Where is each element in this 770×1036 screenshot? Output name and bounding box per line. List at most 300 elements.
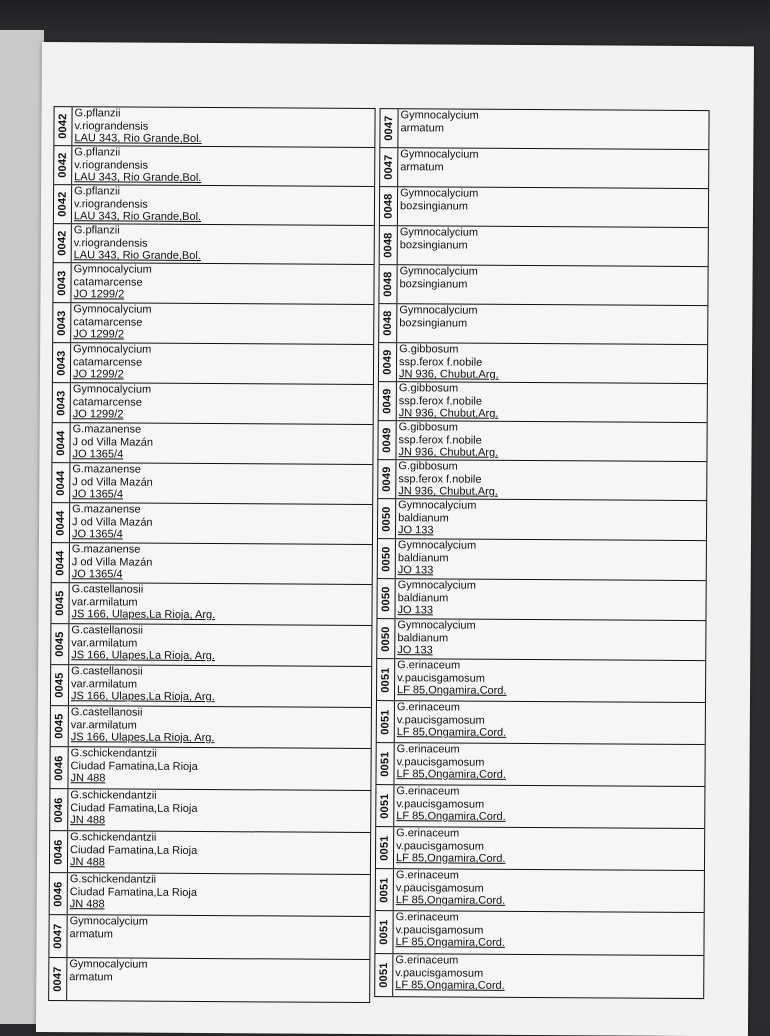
label-table-right (374, 108, 709, 999)
table-row (380, 187, 708, 228)
code-label: 0044 (54, 469, 67, 496)
description-line: JO 133 (397, 564, 434, 577)
description-line: G.castellanosii (71, 583, 144, 596)
code-cell (376, 785, 394, 826)
code-cell (380, 187, 398, 225)
description-line: LF 85,Ongamira,Cord. (396, 810, 506, 823)
description-cell (68, 831, 370, 874)
description-line: v.paucisgamosum (396, 839, 484, 853)
code-cell (54, 107, 72, 145)
code-label: 0048 (381, 310, 394, 336)
description-line: J od Villa Mazán (72, 475, 153, 489)
description-line: LF 85,Ongamira,Cord. (395, 894, 506, 907)
description-cell (397, 382, 707, 422)
description-line: bozsingianum (399, 277, 468, 291)
code-label: 0047 (51, 923, 65, 949)
description-line: J od Villa Mazán (71, 555, 153, 569)
description-line: G.erinaceum (396, 785, 460, 798)
description-cell (71, 343, 373, 384)
code-cell (375, 911, 393, 953)
code-label: 0045 (53, 590, 67, 616)
description-line: LF 85,Ongamira,Cord. (397, 684, 507, 697)
table-row (378, 499, 706, 541)
description-line: G.erinaceum (395, 911, 459, 924)
description-line: G.schickendantzii (70, 789, 157, 802)
description-line: baldianum (397, 591, 449, 604)
table-row (377, 619, 705, 661)
code-cell (50, 747, 68, 788)
code-label: 0049 (381, 349, 394, 375)
table-row (53, 263, 373, 305)
description-line: J od Villa Mazán (72, 515, 153, 529)
description-line: JS 166, Ulapes,La Rioja, Arg. (70, 731, 215, 745)
description-line: JN 936, Chubut,Arg. (398, 485, 498, 498)
table-row (54, 107, 374, 148)
description-cell (70, 463, 372, 504)
table-row (378, 460, 706, 501)
description-line: v.riograndensis (74, 158, 149, 172)
dark-background-top (0, 0, 770, 44)
code-cell (376, 827, 394, 868)
description-line: LF 85,Ongamira,Cord. (396, 726, 507, 739)
table-row (53, 383, 373, 425)
table-row (379, 304, 707, 345)
description-line: G.gibbosum (398, 460, 458, 473)
description-line: ssp.ferox f.nobile (398, 433, 482, 447)
description-line: G.gibbosum (398, 382, 459, 395)
description-line: v.riograndensis (73, 236, 148, 250)
description-line: v.paucisgamosum (396, 755, 485, 769)
code-label: 0044 (54, 429, 68, 456)
description-line: v.paucisgamosum (396, 797, 485, 811)
code-cell (50, 789, 68, 830)
code-label: 0051 (377, 919, 391, 945)
description-line: Gymnocalycium (400, 187, 479, 200)
description-line: JS 166, Ulapes,La Rioja, Arg. (71, 649, 215, 663)
code-label: 0042 (56, 191, 69, 217)
description-line: JO 1365/4 (72, 488, 124, 501)
description-line: JO 133 (397, 644, 433, 657)
description-cell (394, 743, 704, 786)
description-cell (69, 624, 371, 666)
description-line: JO 1299/2 (72, 368, 124, 381)
table-row (53, 303, 373, 345)
code-label: 0046 (52, 880, 65, 907)
label-table-left (48, 106, 375, 1003)
table-row (376, 743, 704, 787)
table-row (379, 382, 707, 423)
description-cell (398, 148, 708, 188)
description-line: bozsingianum (399, 316, 468, 330)
code-label: 0047 (382, 154, 395, 180)
description-line: LF 85,Ongamira,Cord. (395, 852, 506, 865)
description-line: LF 85,Ongamira,Cord. (395, 979, 505, 992)
table-row (376, 827, 704, 871)
description-line: G.schickendantzii (70, 747, 157, 760)
description-line: catamarcense (73, 275, 143, 289)
description-line: G.pflanzii (74, 185, 120, 198)
description-line: v.paucisgamosum (395, 923, 484, 937)
code-cell (379, 265, 397, 303)
description-line: LF 85,Ongamira,Cord. (395, 936, 505, 949)
table-row (54, 146, 374, 187)
code-cell (52, 503, 70, 542)
description-cell (397, 304, 707, 344)
code-label: 0048 (382, 193, 395, 219)
description-cell (71, 303, 373, 344)
code-cell (378, 499, 396, 538)
description-line: baldianum (398, 511, 449, 524)
code-label: 0050 (380, 585, 393, 612)
code-label: 0042 (56, 230, 69, 256)
description-line: armatum (400, 121, 444, 134)
description-cell (72, 185, 374, 225)
code-cell (377, 659, 395, 700)
code-label: 0049 (380, 427, 394, 453)
description-line: G.schickendantzii (69, 873, 157, 886)
table-row (50, 831, 370, 875)
description-line: G.erinaceum (396, 743, 460, 756)
description-line: JO 133 (397, 524, 434, 537)
code-cell (380, 148, 398, 186)
code-cell (54, 185, 72, 223)
code-label: 0050 (379, 625, 392, 652)
description-cell (394, 827, 704, 870)
code-label: 0042 (56, 152, 69, 178)
table-row (380, 109, 708, 150)
code-label: 0043 (55, 269, 69, 296)
code-label: 0050 (380, 545, 393, 572)
code-label: 0047 (382, 115, 396, 141)
description-line: v.riograndensis (73, 197, 148, 211)
code-label: 0051 (377, 962, 390, 988)
description-line: G.mazanense (72, 463, 141, 476)
description-line: Gymnocalycium (400, 148, 479, 161)
description-cell (394, 869, 704, 912)
description-cell (71, 383, 373, 424)
description-line: G.mazanense (71, 543, 141, 556)
table-row (375, 954, 703, 998)
code-label: 0045 (53, 713, 66, 739)
description-line: G.erinaceum (397, 659, 461, 672)
description-line: Ciudad Famatina,La Rioja (70, 843, 198, 857)
code-cell (51, 706, 69, 746)
code-cell (54, 224, 72, 262)
code-cell (380, 226, 398, 264)
code-label: 0049 (381, 388, 394, 414)
description-line: ssp.ferox f.nobile (398, 394, 483, 408)
description-line: G.gibbosum (398, 421, 459, 434)
code-cell (54, 146, 72, 184)
code-label: 0048 (381, 271, 395, 297)
description-cell (397, 265, 707, 305)
description-cell (396, 539, 706, 580)
table-row (53, 343, 373, 385)
description-line: Gymnocalycium (400, 109, 479, 122)
description-cell (71, 263, 373, 304)
code-cell (376, 743, 394, 784)
code-cell (52, 543, 70, 582)
description-line: JO 1299/2 (72, 408, 124, 421)
description-line: JS 166, Ulapes,La Rioja, Arg. (70, 690, 215, 704)
code-label: 0045 (53, 631, 66, 657)
table-row (377, 579, 705, 621)
description-line: Ciudad Famatina,La Rioja (69, 885, 198, 899)
table-row (379, 265, 707, 306)
description-line: G.pflanzii (73, 224, 120, 237)
table-row (50, 747, 370, 791)
description-line: Ciudad Famatina,La Rioja (70, 801, 198, 815)
code-cell (375, 954, 393, 996)
code-label: 0043 (55, 349, 68, 376)
code-cell (378, 539, 396, 578)
description-line: LAU 343, Rio Grande,Bol. (73, 249, 201, 262)
description-line: LAU 343, Rio Grande,Bol. (74, 132, 202, 145)
description-line: Gymnocalycium (73, 343, 152, 356)
table-row (51, 706, 371, 749)
description-line: JS 166, Ulapes,La Rioja, Arg. (71, 608, 216, 622)
description-line: ssp.ferox f.nobile (399, 355, 483, 369)
code-label: 0049 (380, 466, 393, 492)
description-cell (398, 109, 708, 149)
description-line: var.armilatum (70, 718, 137, 732)
table-row (51, 624, 371, 667)
code-cell (376, 869, 394, 910)
description-cell (68, 747, 370, 790)
code-cell (51, 665, 69, 705)
code-cell (380, 109, 398, 147)
description-line: Gymnocalycium (399, 226, 479, 239)
description-line: catamarcense (73, 315, 143, 329)
code-label: 0050 (380, 505, 393, 532)
table-row (380, 226, 708, 267)
description-line: Gymnocalycium (397, 539, 477, 552)
description-line: G.erinaceum (396, 827, 460, 840)
description-line: Gymnocalycium (69, 915, 148, 928)
table-row (54, 224, 374, 265)
description-line: G.castellanosii (70, 706, 143, 719)
description-cell (68, 789, 370, 832)
code-cell (51, 624, 69, 664)
description-line: v.paucisgamosum (397, 671, 486, 685)
description-line: catamarcense (72, 395, 142, 409)
description-cell (395, 619, 705, 660)
description-cell (72, 146, 374, 186)
description-line: JN 936, Chubut,Arg. (398, 407, 499, 420)
description-cell (398, 226, 708, 266)
description-line: JN 488 (69, 856, 105, 869)
description-line: v.paucisgamosum (395, 881, 484, 895)
code-cell (49, 958, 67, 1000)
code-cell (53, 303, 71, 342)
description-line: armatum (69, 927, 113, 940)
description-cell (70, 503, 372, 544)
code-label: 0051 (379, 708, 392, 735)
code-cell (51, 583, 69, 623)
code-cell (50, 831, 68, 872)
description-line: Gymnocalycium (73, 303, 152, 316)
table-row (49, 915, 369, 960)
table-row (376, 869, 704, 913)
table-row (375, 911, 703, 956)
description-line: JO 1365/4 (71, 568, 123, 581)
description-line: armatum (69, 970, 113, 983)
description-line: baldianum (397, 631, 449, 644)
description-line: G.schickendantzii (70, 831, 157, 844)
description-cell (396, 499, 706, 540)
table-row (52, 543, 372, 585)
printed-sheet (36, 42, 754, 1036)
description-line: var.armilatum (71, 595, 138, 609)
description-cell (69, 706, 371, 748)
description-line: JN 488 (70, 814, 106, 827)
code-label: 0051 (379, 750, 392, 777)
description-cell (395, 701, 705, 744)
description-line: Gymnocalycium (72, 383, 152, 396)
table-row (377, 701, 705, 745)
description-line: G.castellanosii (71, 624, 143, 637)
code-cell (53, 383, 71, 422)
description-cell (397, 343, 707, 383)
description-line: G.castellanosii (71, 665, 143, 678)
code-cell (52, 463, 70, 502)
description-line: armatum (400, 160, 444, 173)
code-label: 0051 (378, 792, 391, 819)
description-line: JO 1365/4 (71, 528, 123, 541)
description-cell (394, 785, 704, 828)
description-cell (398, 187, 708, 227)
code-cell (53, 263, 71, 302)
code-cell (49, 915, 67, 957)
table-row (50, 789, 370, 833)
description-cell (67, 958, 369, 1002)
description-line: JO 133 (397, 604, 434, 617)
code-label: 0048 (382, 232, 395, 258)
description-line: var.armilatum (71, 677, 138, 691)
description-line: Gymnocalycium (397, 619, 476, 632)
description-line: G.pflanzii (74, 107, 121, 120)
description-line: G.erinaceum (396, 701, 460, 714)
description-cell (68, 873, 370, 916)
description-cell (396, 421, 706, 461)
table-row (377, 659, 705, 703)
table-row (380, 148, 708, 189)
code-cell (378, 421, 396, 459)
code-label: 0051 (378, 834, 391, 861)
table-row (51, 583, 371, 626)
description-cell (70, 423, 372, 464)
code-label: 0043 (55, 309, 68, 336)
table-row (50, 873, 370, 917)
description-line: bozsingianum (399, 199, 468, 213)
description-line: G.erinaceum (395, 954, 459, 967)
description-line: JO 1299/2 (73, 288, 125, 301)
description-line: JN 488 (69, 898, 105, 911)
description-cell (396, 460, 706, 500)
description-cell (67, 915, 369, 959)
table-row (51, 665, 371, 708)
description-cell (395, 659, 705, 702)
description-line: v.paucisgamosum (395, 966, 484, 980)
description-line: JO 1299/2 (73, 328, 125, 341)
description-line: bozsingianum (399, 238, 468, 252)
table-row (52, 503, 372, 545)
code-label: 0047 (51, 966, 64, 992)
code-label: 0043 (55, 389, 68, 416)
table-row (376, 785, 704, 829)
description-cell (393, 954, 703, 998)
code-cell (379, 343, 397, 381)
description-line: G.mazanense (72, 423, 142, 436)
description-line: JN 488 (70, 772, 106, 785)
description-line: Gymnocalycium (397, 579, 476, 592)
description-line: var.armilatum (71, 636, 138, 650)
description-line: baldianum (397, 551, 449, 564)
code-label: 0042 (56, 113, 70, 139)
code-cell (379, 304, 397, 342)
code-cell (379, 382, 397, 420)
table-row (379, 343, 707, 384)
description-line: Gymnocalycium (399, 304, 478, 317)
code-label: 0044 (54, 509, 67, 536)
code-label: 0051 (379, 666, 392, 693)
description-line: J od Villa Mazán (72, 435, 154, 449)
description-line: G.gibbosum (399, 343, 459, 356)
table-row (54, 185, 374, 226)
code-label: 0046 (52, 796, 65, 823)
description-line: ssp.ferox f.nobile (398, 472, 482, 486)
table-row (52, 463, 372, 505)
table-row (52, 423, 372, 465)
description-line: G.erinaceum (395, 869, 459, 882)
description-cell (69, 583, 371, 625)
description-line: Gymnocalycium (398, 499, 477, 512)
description-line: Gymnocalycium (399, 265, 478, 278)
description-line: G.mazanense (72, 503, 141, 516)
code-label: 0044 (54, 549, 67, 576)
description-cell (72, 224, 374, 264)
description-cell (69, 665, 371, 707)
code-cell (377, 579, 395, 618)
code-cell (378, 460, 396, 498)
description-line: LAU 343, Rio Grande,Bol. (74, 171, 202, 184)
table-row (49, 958, 369, 1002)
table-row (378, 421, 706, 462)
description-line: catamarcense (73, 355, 143, 369)
description-cell (72, 107, 374, 147)
description-line: v.paucisgamosum (396, 713, 485, 727)
description-line: Gymnocalycium (73, 263, 152, 276)
code-cell (52, 423, 70, 462)
code-label: 0051 (378, 876, 391, 903)
description-line: Gymnocalycium (69, 958, 148, 971)
description-line: LF 85,Ongamira,Cord. (396, 768, 507, 781)
code-cell (377, 619, 395, 658)
description-line: JN 936, Chubut,Arg. (398, 368, 499, 381)
description-line: v.riograndensis (74, 119, 149, 133)
description-line: Ciudad Famatina,La Rioja (70, 759, 198, 773)
description-line: JN 936, Chubut,Arg. (398, 446, 499, 459)
description-cell (70, 543, 372, 584)
code-cell (377, 701, 395, 742)
code-label: 0046 (52, 838, 65, 865)
description-cell (393, 911, 703, 955)
table-row (378, 539, 706, 581)
code-label: 0045 (53, 672, 66, 698)
description-line: G.pflanzii (74, 146, 121, 159)
code-label: 0046 (52, 754, 66, 781)
description-cell (395, 579, 705, 620)
